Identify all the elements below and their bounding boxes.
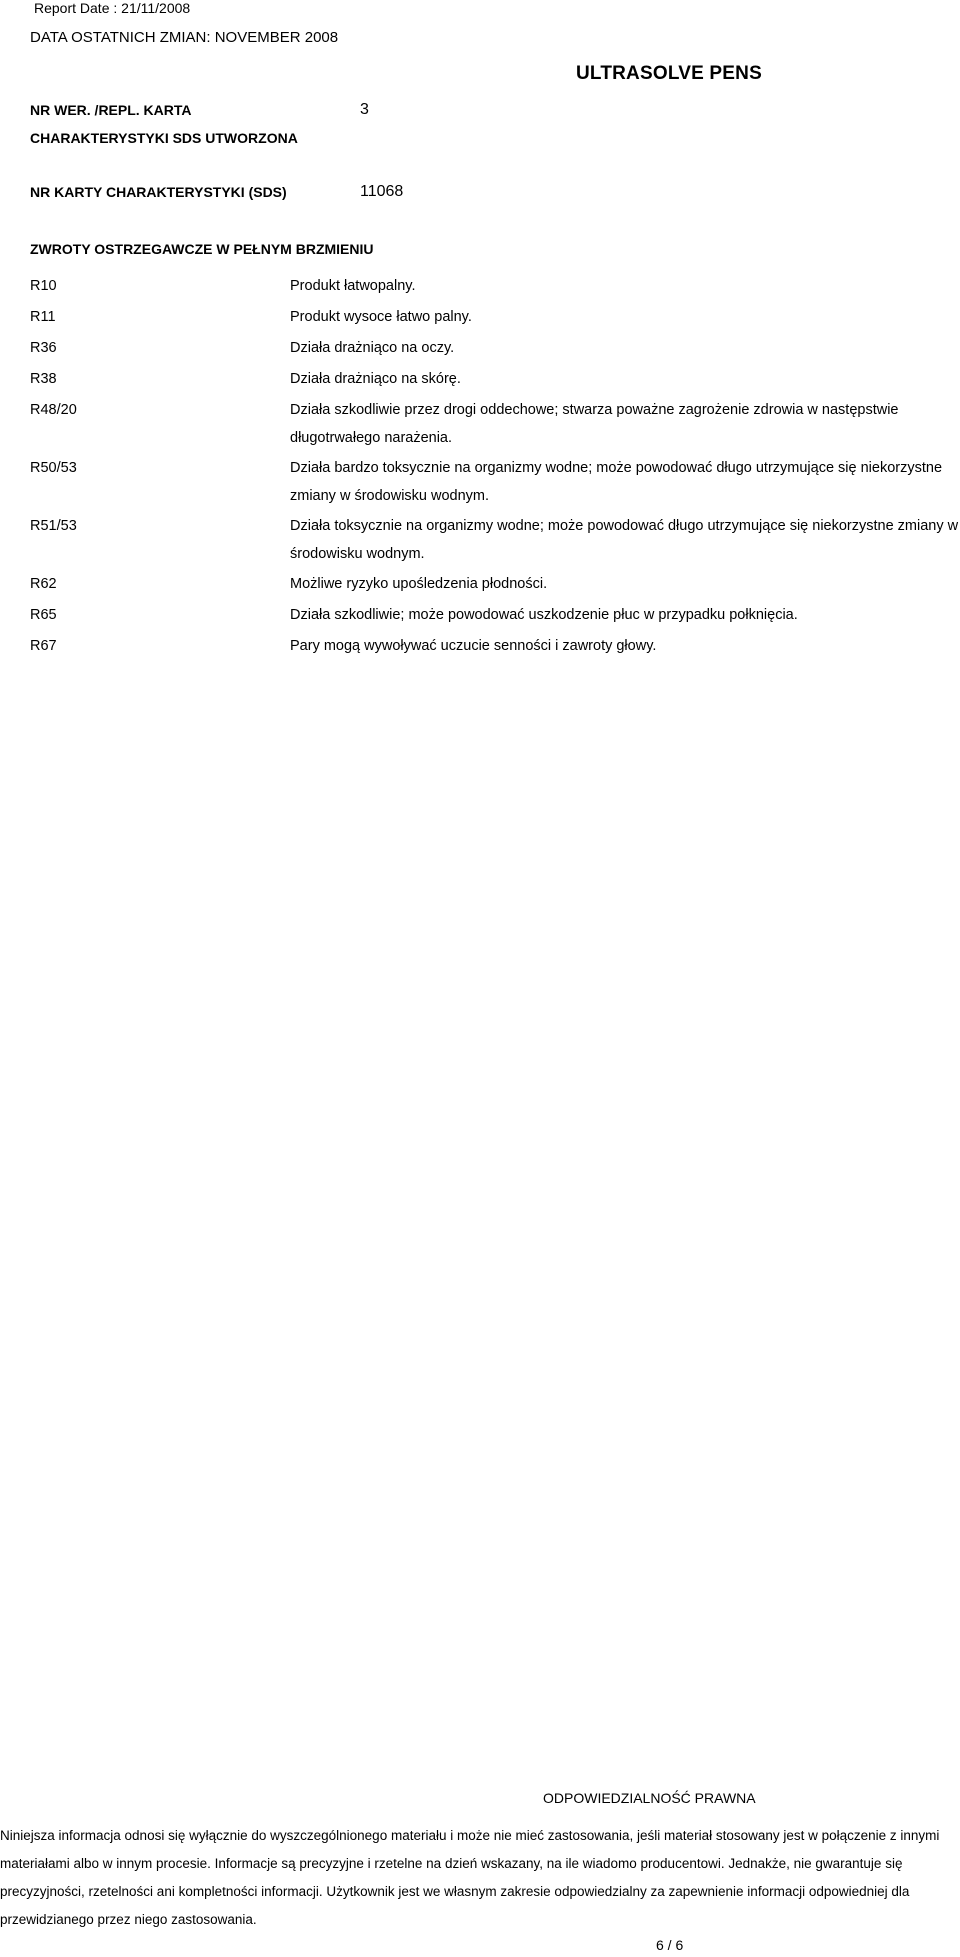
risk-phrase-text: Działa drażniąco na skórę.	[290, 371, 461, 387]
report-date: Report Date : 21/11/2008	[34, 0, 191, 16]
sds-number-value: 11068	[360, 183, 404, 200]
risk-phrases-heading: ZWROTY OSTRZEGAWCZE W PEŁNYM BRZMIENIU	[30, 241, 374, 257]
risk-phrase-code: R38	[30, 371, 57, 387]
risk-phrase-code: R67	[30, 638, 57, 654]
risk-phrase-text: Działa toksycznie na organizmy wodne; może powodować długo utrzymujące się niekorzystne zmiany w środowisku wodnym.	[290, 518, 959, 562]
risk-phrase-text: Działa drażniąco na oczy.	[290, 340, 455, 356]
legal-disclaimer-text: Niniejsza informacja odnosi się wyłącznie do wyszczególnionego materiału i może nie mieć zastosowania, jeśli materiał stosowany jest w połączenie z innymi materiałami albo w innym procesie. Informacje są precyzyjne i rzetelne na dzień wskazany, na ile wiadomo producentowi. Jednakże, nie gwarantuje się precyzyjności, rzetelności ani kompletności informacji. Użytkownik jest we własnym zakresie odpowiedzialny za zapewnienie informacji odpowiedniej dla przewidzianego przez niego zastosowania.	[0, 1828, 940, 1927]
risk-phrase-code: R65	[30, 607, 57, 623]
risk-phrase-code: R11	[30, 309, 56, 325]
risk-phrase-text: Możliwe ryzyko upośledzenia płodności.	[290, 576, 548, 592]
version-label: NR WER. /REPL. KARTA CHARAKTERYSTYKI SDS UTWORZONA	[30, 102, 298, 146]
risk-phrase-text: Pary mogą wywoływać uczucie senności i zawroty głowy.	[290, 638, 657, 654]
risk-phrase-code: R51/53	[30, 518, 77, 534]
risk-phrase-code: R48/20	[30, 402, 77, 418]
risk-phrase-code: R62	[30, 576, 57, 592]
risk-phrase-code: R36	[30, 340, 57, 356]
risk-phrase-text: Działa szkodliwie przez drogi oddechowe; stwarza poważne zagrożenie zdrowia w następstwie długotrwałego narażenia.	[290, 402, 899, 446]
page-number: 6 / 6	[656, 1937, 684, 1953]
legal-disclaimer-heading: ODPOWIEDZIALNOŚĆ PRAWNA	[543, 1790, 756, 1806]
risk-phrase-text: Działa szkodliwie; może powodować uszkodzenie płuc w przypadku połknięcia.	[290, 607, 798, 623]
sds-number-label: NR KARTY CHARAKTERYSTYKI (SDS)	[30, 184, 287, 200]
risk-phrase-code: R50/53	[30, 460, 77, 476]
risk-phrase-text: Produkt wysoce łatwo palny.	[290, 309, 472, 325]
risk-phrase-code: R10	[30, 278, 57, 294]
version-value: 3	[360, 101, 369, 118]
date-of-last-changes: DATA OSTATNICH ZMIAN: NOVEMBER 2008	[30, 29, 339, 46]
risk-phrase-text: Produkt łatwopalny.	[290, 278, 416, 294]
product-name: ULTRASOLVE PENS	[576, 63, 762, 84]
risk-phrase-text: Działa bardzo toksycznie na organizmy wodne; może powodować długo utrzymujące się niekorzystne zmiany w środowisku wodnym.	[290, 460, 943, 504]
